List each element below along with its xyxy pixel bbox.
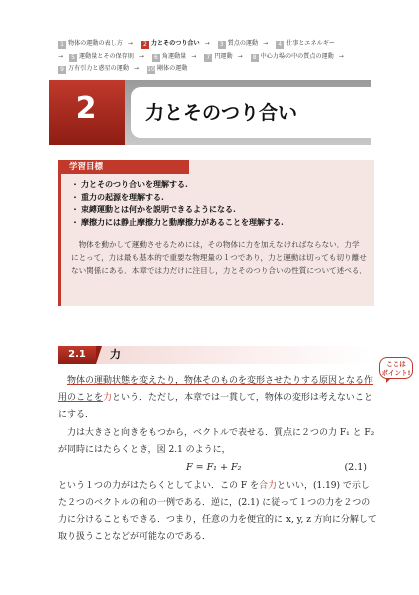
nav-chapter-number: 2 (141, 41, 149, 49)
term-resultant-force: 合力 (258, 481, 277, 491)
nav-arrow-icon: → (138, 52, 144, 60)
goal-item: ・ 束縛運動とは何かを説明できるようになる. (71, 203, 284, 216)
chapter-nav (58, 38, 388, 76)
point-badge-line1: ここは (386, 360, 406, 368)
nav-chapter-1[interactable] (58, 38, 139, 51)
nav-arrow-icon: → (127, 40, 133, 47)
nav-arrow-icon: → (237, 52, 243, 60)
learning-goals-list (71, 178, 284, 228)
nav-chapter-number: 6 (152, 54, 160, 62)
nav-chapter-label: 万有引力と惑星の運動 (68, 65, 129, 72)
paragraph1-c: という．ただし，本章では一貫して，物体の変形は考えないことにする． (58, 393, 373, 420)
nav-chapter-2[interactable] (141, 38, 216, 51)
nav-chapter-number: 1 (58, 41, 66, 49)
nav-chapter-10[interactable] (147, 63, 187, 76)
nav-chapter-number: 7 (204, 54, 212, 62)
nav-chapter-3[interactable] (218, 38, 275, 51)
learning-goals-heading: 学習目標 (61, 160, 189, 174)
equation-body: F = F₁ + F₂ (186, 462, 242, 473)
nav-chapter-number: 4 (276, 41, 284, 49)
section-title: 力 (110, 348, 121, 361)
equation-2-1 (58, 462, 371, 478)
nav-chapter-7[interactable] (204, 51, 248, 64)
goal-item: ・ 力とそのつり合いを理解する. (71, 178, 284, 191)
body-paragraph-3 (58, 478, 378, 546)
point-badge-line2: ポイント! (381, 369, 411, 377)
chapter-title: 力とそのつり合い (145, 102, 298, 124)
goal-item: ・ 重力の起源を理解する. (71, 191, 284, 204)
nav-arrow-icon: → (133, 65, 139, 72)
nav-chapter-number: 3 (218, 41, 226, 49)
nav-chapter-6[interactable] (152, 51, 202, 64)
point-badge (379, 357, 413, 379)
chapter-number: 2 (75, 91, 97, 126)
nav-chapter-label: 円運動 (214, 52, 233, 60)
learning-goals-intro: 物体を動かして運動させるためには，その物体に力を加えなければならない．力学にとって，力は最も基本的で重要な物理量の１つであり，力と運動は切っても切り離せない関係にある．本章では力だけに注目し，力とそのつり合いの性質について述べる． (71, 240, 367, 275)
nav-arrow-icon: → (204, 40, 210, 47)
nav-chapter-number: 5 (69, 54, 77, 62)
paragraph1-a: 物体の運動状態を変えたり，物体そのものを変形させたりする原因となる作用のことを (58, 376, 374, 403)
body-paragraph-2 (58, 425, 378, 459)
nav-chapter-label: 質点の運動 (227, 40, 259, 47)
nav-chapter-5[interactable] (69, 51, 150, 64)
nav-chapter-number: 8 (251, 54, 259, 62)
equation-number: (2.1) (344, 462, 367, 473)
nav-arrow-icon: → (263, 40, 269, 47)
nav-chapter-number: 10 (147, 66, 155, 73)
chapter-title-box (131, 87, 371, 138)
nav-chapter-label: 角運動量 (161, 52, 187, 60)
section-heading (58, 346, 371, 364)
nav-chapter-label: 中心力場の中の質点の運動 (260, 52, 334, 60)
chapter-banner (49, 80, 371, 145)
nav-arrow-icon: → (191, 52, 197, 60)
nav-chapter-label: 力とそのつり合い (150, 40, 200, 47)
paragraph3-c: といい，(1.19) で示した２つのベクトルの和の一例である．逆に，(2.1) に従って１つの力を２つの力に分けることもできる．つまり，任意の力を便宜的に x, y, z 方向に分解して取り扱うことなどが可能なのである． (58, 481, 377, 542)
term-force: 力 (103, 393, 113, 403)
nav-chapter-4[interactable] (276, 38, 335, 51)
nav-chapter-label: 運動量とその保存則 (79, 52, 134, 60)
nav-arrow-icon: → (58, 52, 64, 60)
nav-chapter-label: 剛体の運動 (156, 65, 188, 72)
nav-chapter-8[interactable] (251, 51, 350, 64)
nav-chapter-label: 物体の運動の表し方 (68, 40, 123, 47)
nav-chapter-label: 仕事とエネルギー (286, 40, 335, 47)
section-number: 2.1 (58, 346, 96, 364)
learning-goals-box (58, 160, 374, 306)
nav-chapter-number: 9 (58, 66, 66, 74)
goal-item: ・ 摩擦力には静止摩擦力と動摩擦力があることを理解する. (71, 216, 284, 229)
nav-chapter-9[interactable] (58, 63, 145, 76)
body-paragraph-1 (58, 373, 378, 424)
chapter-number-block (49, 80, 125, 145)
paragraph2-text: 力は大きさと向きをもつから，ベクトルで表せる．質点に２つの力 F₁ と F₂ が同時にはたらくとき，図 2.1 のように， (58, 428, 375, 455)
nav-arrow-icon: → (338, 52, 344, 60)
paragraph3-a: という１つの力がはたらくとしてよい．この F を (58, 481, 259, 491)
section-number-tail (96, 346, 102, 364)
